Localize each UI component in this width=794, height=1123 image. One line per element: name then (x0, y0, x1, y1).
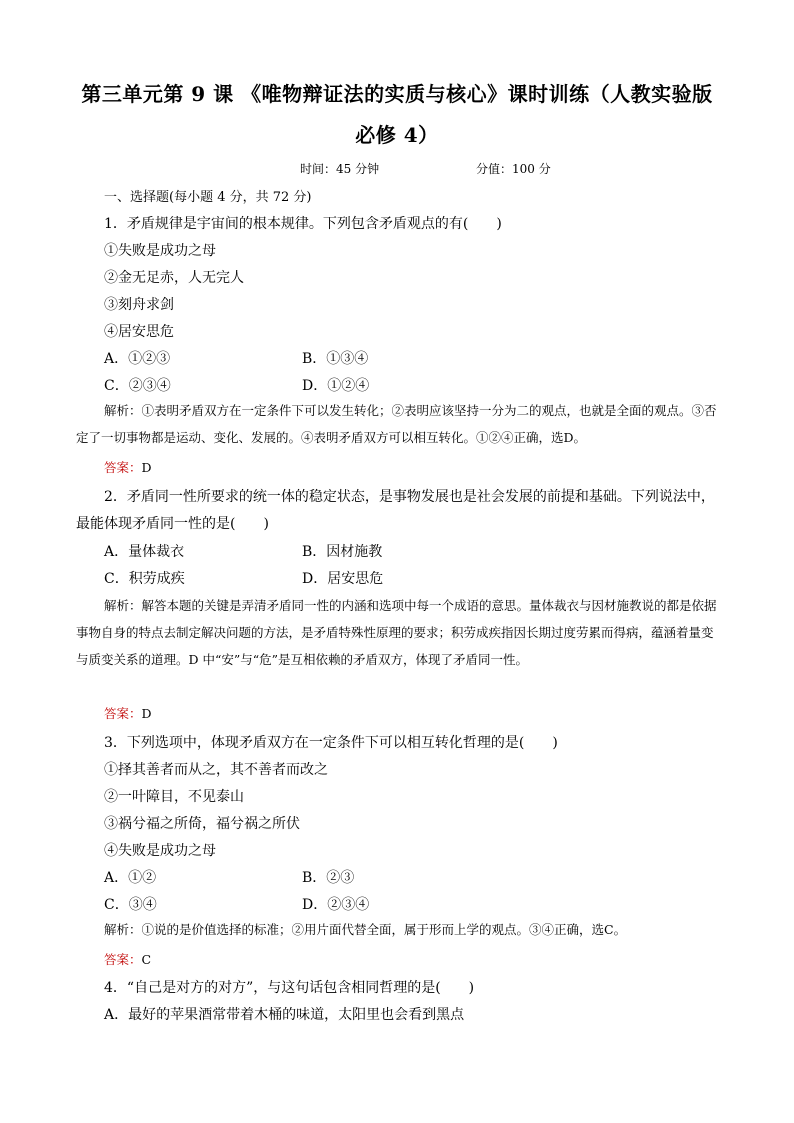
time-limit: 时间：45 分钟 (300, 162, 380, 176)
answer-label: 答案： (104, 952, 142, 967)
q3-option-a: A．①② (104, 870, 157, 886)
q2-explanation-text: 解答本题的关键是弄清矛盾同一性的内涵和选项中每一个成语的意思。量体裁衣与因材施教说的都是依据事物自身的特点去制定解决问题的方法，是矛盾特殊性原理的要求；积劳成疾指因长期过度劳累而得病，蕴涵着量变与质变关系的道理。D 中“安”与“危”是互相依赖的矛盾双方，体现了矛盾同一性。 (76, 598, 717, 667)
q1-answer-value: D (141, 460, 152, 475)
q2-answer-value: D (141, 706, 152, 721)
document-title-line1: 第三单元第 9 课 《唯物辩证法的实质与核心》课时训练（人教实验版 (81, 82, 713, 106)
q3-answer (104, 950, 151, 968)
q1-stem: 1．矛盾规律是宇宙间的根本规律。下列包含矛盾观点的有( ) (104, 216, 502, 232)
explanation-label: 解析： (104, 598, 142, 613)
q3-item-3: ③祸兮福之所倚，福兮祸之所伏 (104, 816, 300, 832)
q2-option-a: A．量体裁衣 (104, 544, 185, 560)
explanation-label: 解析： (104, 922, 142, 937)
total-score: 分值：100 分 (476, 162, 551, 176)
q1-item-2: ②金无足赤，人无完人 (104, 270, 244, 286)
q1-item-1: ①失败是成功之母 (104, 243, 216, 259)
document-title-line2: 必修 4） (355, 123, 439, 147)
q1-option-b: B．①③④ (302, 351, 369, 367)
q1-option-d: D．①②④ (302, 378, 370, 394)
q3-option-c: C．③④ (104, 897, 157, 913)
q3-answer-value: C (141, 952, 152, 967)
answer-label: 答案： (104, 706, 142, 721)
q1-explanation (76, 397, 720, 451)
q3-item-4: ④失败是成功之母 (104, 843, 216, 859)
q3-option-d: D．②③④ (302, 897, 370, 913)
q2-option-b: B．因材施教 (302, 544, 383, 560)
q3-stem: 3．下列选项中，体现矛盾双方在一定条件下可以相互转化哲理的是( ) (104, 735, 558, 751)
answer-label: 答案： (104, 460, 142, 475)
q3-item-1: ①择其善者而从之，其不善者而改之 (104, 762, 328, 778)
q2-stem-line1: 2．矛盾同一性所要求的统一体的稳定状态，是事物发展也是社会发展的前提和基础。下列说法中， (104, 489, 715, 505)
q2-option-d: D．居安思危 (302, 571, 384, 587)
q1-option-a: A．①②③ (104, 351, 171, 367)
q1-item-3: ③刻舟求剑 (104, 297, 174, 313)
section-heading: 一、选择题(每小题 4 分，共 72 分) (104, 190, 312, 205)
q3-item-2: ②一叶障目，不见泰山 (104, 789, 244, 805)
explanation-label: 解析： (104, 403, 142, 418)
q3-explanation-text: ①说的是价值选择的标准；②用片面代替全面，属于形而上学的观点。③④正确，选C。 (141, 922, 627, 937)
q4-stem: 4．“自己是对方的对方”，与这句话包含相同哲理的是( ) (104, 980, 475, 996)
q2-stem-line2: 最能体现矛盾同一性的是( ) (76, 516, 269, 532)
q3-explanation (76, 916, 720, 943)
q1-answer (104, 458, 152, 476)
q1-explanation-text: ①表明矛盾双方在一定条件下可以发生转化；②表明应该坚持一分为二的观点，也就是全面的观点。③否定了一切事物都是运动、变化、发展的。④表明矛盾双方可以相互转化。①②④正确，选D。 (76, 403, 717, 445)
q2-answer (104, 704, 152, 722)
q4-option-a: A．最好的苹果酒常带着木桶的味道，太阳里也会看到黑点 (104, 1007, 465, 1023)
q3-option-b: B．②③ (302, 870, 355, 886)
q1-item-4: ④居安思危 (104, 324, 174, 340)
q2-explanation (76, 592, 720, 673)
q2-option-c: C．积劳成疾 (104, 571, 185, 587)
q1-option-c: C．②③④ (104, 378, 171, 394)
